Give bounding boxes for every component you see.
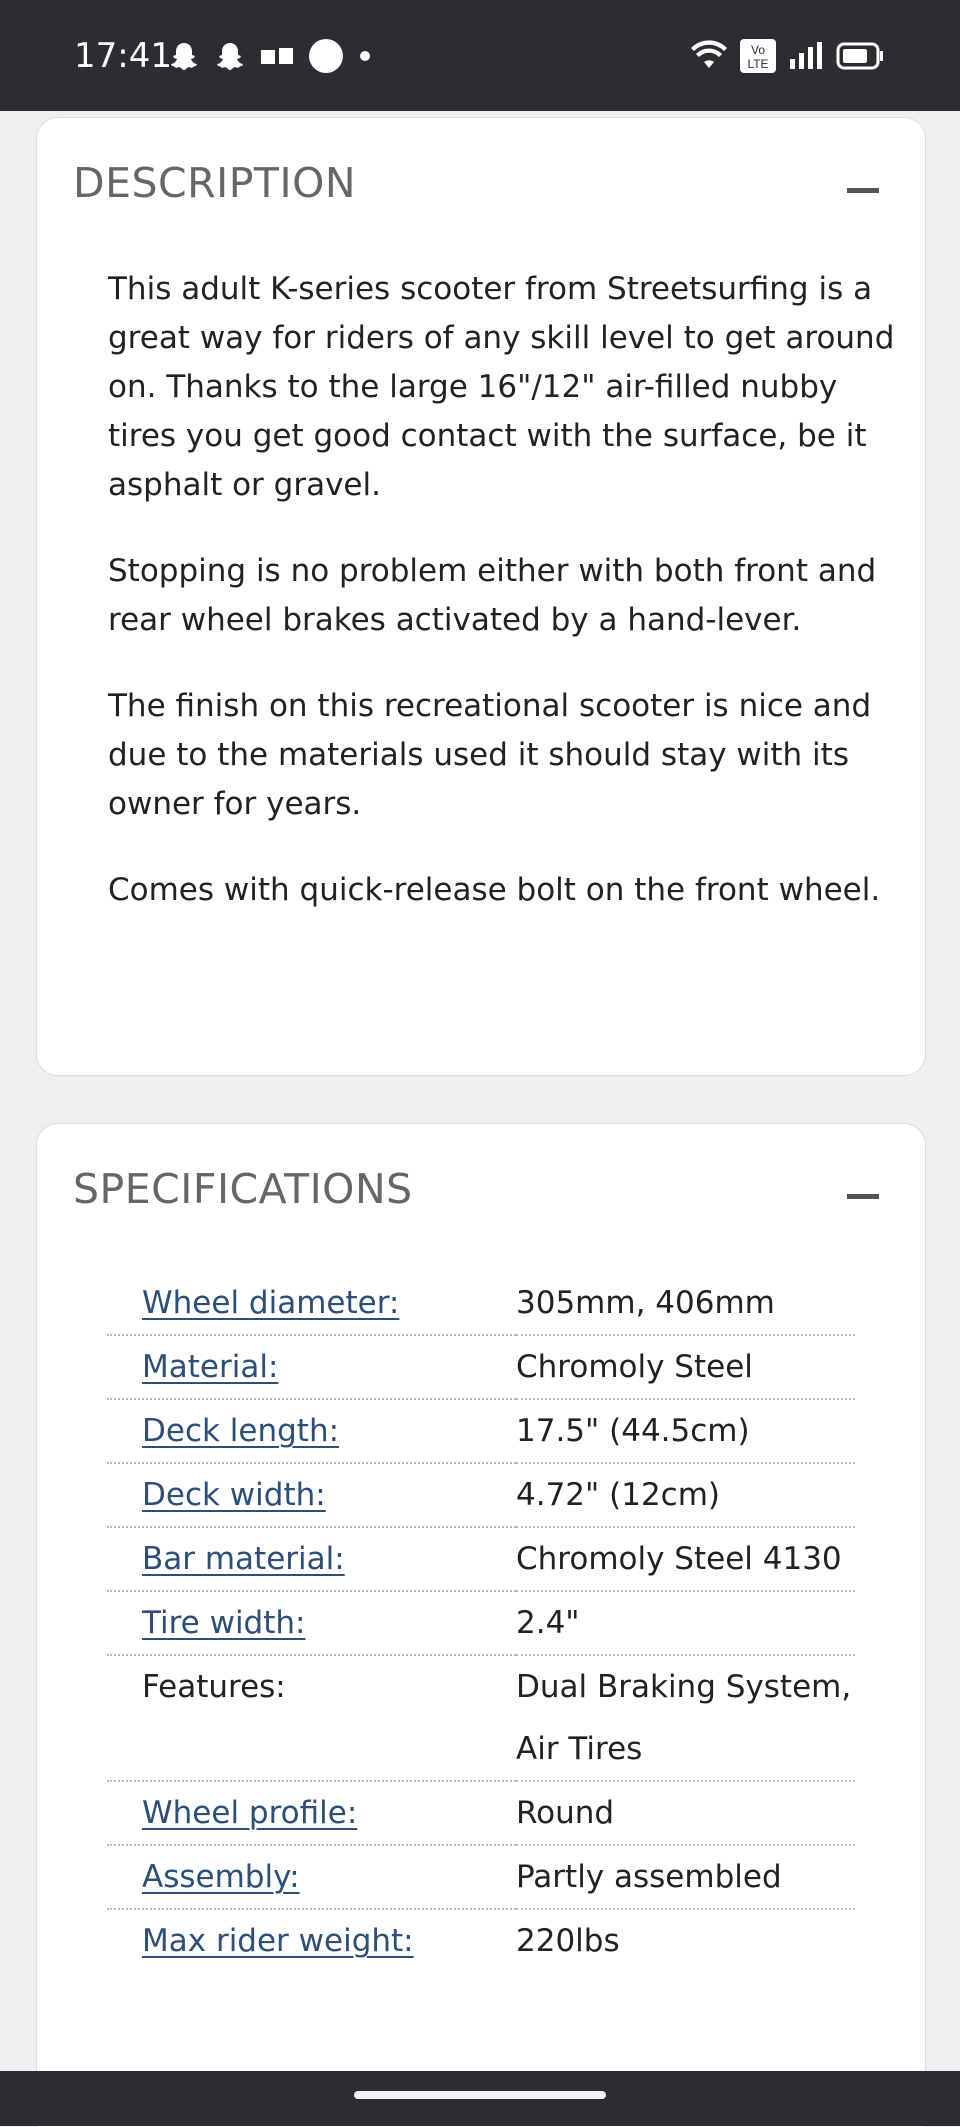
home-gesture-handle[interactable] — [354, 2091, 606, 2099]
spec-label-link[interactable]: Deck length: — [142, 1413, 340, 1449]
spec-label-link[interactable]: Deck width: — [142, 1477, 326, 1513]
wifi-icon — [690, 40, 728, 72]
spec-row — [107, 1463, 855, 1527]
spec-row — [107, 1591, 855, 1655]
status-time: 17:41 — [74, 36, 172, 76]
spec-value: Partly assembled — [516, 1859, 782, 1895]
spec-value: Round — [516, 1795, 615, 1831]
battery-icon — [836, 42, 884, 70]
reading-mode-icon — [260, 44, 294, 68]
spec-label-link[interactable]: Wheel profile: — [142, 1795, 358, 1831]
spec-label-link[interactable]: Wheel diameter: — [142, 1285, 400, 1321]
spec-value: 220lbs — [516, 1923, 620, 1959]
spec-value: 2.4" — [516, 1605, 580, 1641]
spec-label-link[interactable]: Tire width: — [142, 1605, 306, 1641]
spec-row — [107, 1272, 855, 1335]
spec-label-link[interactable]: Material: — [142, 1349, 279, 1385]
snapchat-icon — [214, 40, 246, 72]
spec-label-link[interactable]: Assembly: — [142, 1859, 300, 1895]
spec-row — [107, 1335, 855, 1399]
system-icons — [690, 36, 884, 76]
spec-value: 4.72" (12cm) — [516, 1477, 721, 1513]
description-collapse-button[interactable] — [847, 178, 879, 204]
specifications-table — [107, 1272, 855, 1972]
specifications-title: SPECIFICATIONS — [73, 1165, 413, 1213]
spec-value: Chromoly Steel — [516, 1349, 753, 1385]
status-bar — [0, 0, 960, 111]
spec-row — [107, 1399, 855, 1463]
svg-text:Vo: Vo — [750, 43, 766, 57]
spec-row — [107, 1909, 855, 1972]
description-paragraph: The finish on this recreational scooter is nice and due to the materials used it should stay with its owner for years. — [108, 688, 872, 822]
spec-label-link[interactable]: Max rider weight: — [142, 1923, 414, 1959]
description-paragraph: Comes with quick-release bolt on the front wheel. — [108, 872, 881, 908]
description-body — [108, 265, 898, 952]
spec-value: Chromoly Steel 4130 — [516, 1541, 842, 1577]
specifications-card — [36, 1123, 926, 2127]
spec-value: 305mm, 406mm — [516, 1285, 775, 1321]
circle-icon — [308, 38, 344, 74]
svg-text:LTE: LTE — [747, 57, 769, 71]
minus-icon — [847, 1194, 879, 1199]
spec-row — [107, 1527, 855, 1591]
spec-row — [107, 1845, 855, 1909]
spec-row — [107, 1781, 855, 1845]
snapchat-icon — [168, 40, 200, 72]
spec-label: Features: — [142, 1669, 286, 1705]
notification-icons — [168, 36, 372, 76]
description-card — [36, 117, 926, 1076]
dot-icon — [358, 49, 372, 63]
spec-label-link[interactable]: Bar material: — [142, 1541, 345, 1577]
volte-icon — [740, 39, 776, 73]
signal-icon — [788, 41, 824, 71]
specifications-collapse-button[interactable] — [847, 1184, 879, 1210]
spec-row — [107, 1655, 855, 1781]
spec-value: 17.5" (44.5cm) — [516, 1413, 750, 1449]
description-paragraph: This adult K-series scooter from Streetsurfing is a great way for riders of any skill level to get around on. Thanks to the large 16"/12" air-filled nubby tires you get good contact with the surface, be it asphalt or gravel. — [108, 271, 895, 503]
spec-value: Dual Braking System, Air Tires — [516, 1669, 852, 1767]
description-paragraph: Stopping is no problem either with both front and rear wheel brakes activated by a hand-lever. — [108, 553, 877, 638]
description-title: DESCRIPTION — [73, 159, 357, 207]
minus-icon — [847, 188, 879, 193]
